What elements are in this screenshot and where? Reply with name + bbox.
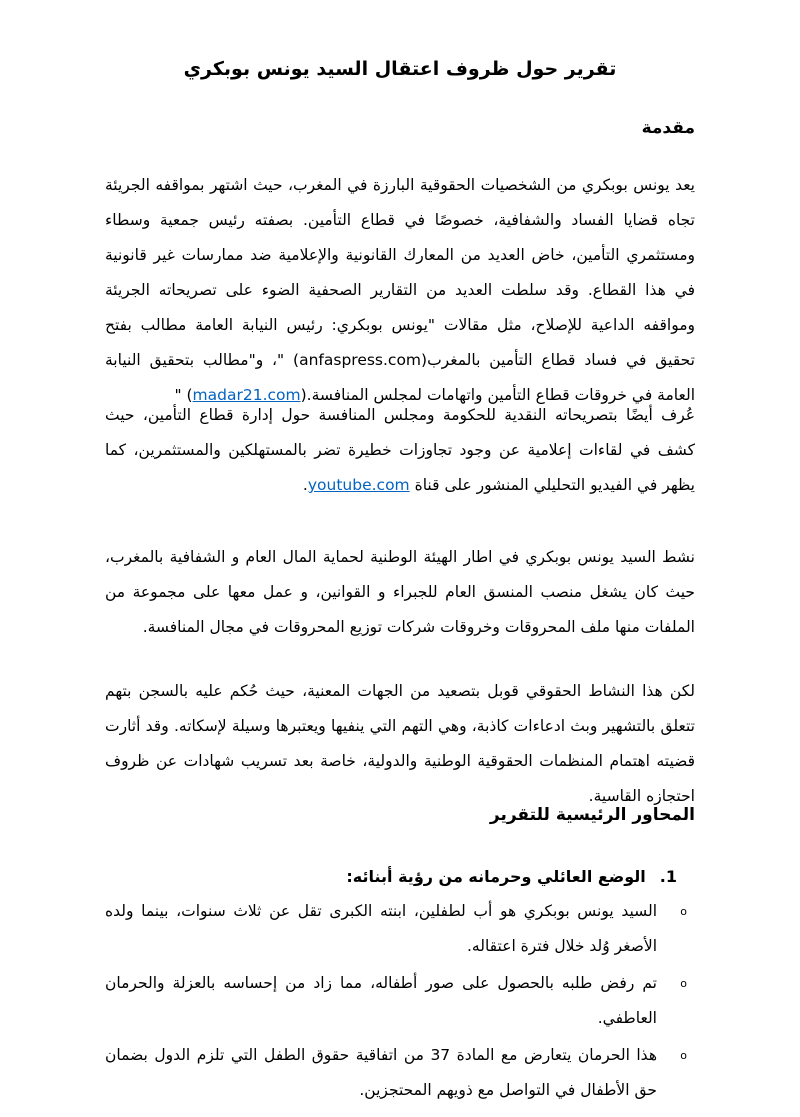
bullet-icon: o bbox=[680, 1049, 687, 1062]
youtube-link[interactable]: youtube.com bbox=[307, 476, 410, 494]
list-item-text: تم رفض طلبه بالحصول على صور أطفاله، مما زاد من إحساسه بالعزلة والحرمان العاطفي. bbox=[105, 974, 657, 1027]
madar21-link[interactable]: madar21.com bbox=[192, 386, 301, 404]
intro-heading: مقدمة bbox=[641, 118, 695, 138]
bullet-icon: o bbox=[680, 905, 687, 918]
section-1-heading bbox=[105, 860, 677, 894]
list-item bbox=[105, 966, 695, 1036]
list-item bbox=[105, 894, 695, 964]
intro-paragraph-4: لكن هذا النشاط الحقوقي قوبل بتصعيد من الجهات المعنية، حيث حُكم عليه بالسجن بتهم تتعلق بالتشهير وبث ادعاءات كاذبة، وهي التهم التي ينفيها ويعتبرها وسيلة لإسكاته. وقد أثارت قضيته اهتمام المنظمات الحقوقية الوطنية والدولية، خاصة بعد تسريب شهادات عن ظروف احتجازه القاسية. bbox=[105, 682, 695, 805]
intro-paragraph-3: نشط السيد يونس بوبكري في اطار الهيئة الوطنية لحماية المال العام و الشفافية بالمغرب، حيث كان يشغل منصب المنسق العام للجبراء و القوانين، و عمل معها على مجموعة من الملفات منها ملف المحروقات وخروقات شركات توزيع المحروقات في مجال المنافسة. bbox=[105, 548, 695, 636]
section-1-number: 1. bbox=[659, 867, 677, 886]
list-item-text: هذا الحرمان يتعارض مع المادة 37 من اتفاقية حقوق الطفل التي تلزم الدول بضمان حق الأطفال في التواصل مع ذويهم المحتجزين. bbox=[105, 1046, 657, 1099]
intro-paragraph-2-text: عُرف أيضًا بتصريحاته النقدية للحكومة ومجلس المنافسة حول إدارة قطاع التأمين، حيث كشف في لقاءات إعلامية عن وجود تجاوزات خطيرة تضر بالمستهلكين والمستثمرين، كما يظهر في الفيديو التحليلي المنشور على قناة bbox=[105, 406, 695, 494]
section-1 bbox=[105, 860, 695, 1110]
section-1-bullets bbox=[105, 894, 695, 1108]
intro-paragraph-2-tail: . bbox=[302, 476, 308, 494]
list-item bbox=[105, 1038, 695, 1108]
intro-paragraph-1 bbox=[105, 168, 695, 413]
intro-paragraph-1-tail: ) " bbox=[174, 386, 193, 404]
main-axes-heading: المحاور الرئيسية للتقرير bbox=[489, 805, 695, 825]
report-title: تقرير حول ظروف اعتقال السيد يونس بوبكري bbox=[183, 58, 617, 80]
list-item-text: السيد يونس بوبكري هو أب لطفلين، ابنته الكبرى تقل عن ثلاث سنوات، بينما ولده الأصغر وُلد خلال فترة اعتقاله. bbox=[105, 902, 657, 955]
bullet-icon: o bbox=[680, 977, 687, 990]
section-1-title: الوضع العائلي وحرمانه من رؤية أبنائه: bbox=[346, 867, 646, 886]
intro-paragraph-2 bbox=[105, 398, 695, 503]
intro-paragraph-1-text: يعد يونس بوبكري من الشخصيات الحقوقية البارزة في المغرب، حيث اشتهر بمواقفه الجريئة تجاه قضايا الفساد والشفافية، خصوصًا في قطاع التأمين. بصفته رئيس جمعية وسطاء ومستثمري التأمين، خاض العديد من المعارك القانونية والإعلامية ضد ممارسات غير قانونية في هذا القطاع. وقد سلطت العديد من التقارير الصحفية الضوء على تصريحاته الجريئة ومواقفه الداعية للإصلاح، مثل مقالات "يونس بوبكري: رئيس النيابة العامة مطالب بفتح تحقيق في فساد قطاع التأمين بالمغرب(anfaspress.com) "، و"مطالب بتحقيق النيابة العامة في خروقات قطاع التأمين واتهامات لمجلس المنافسة.( bbox=[105, 176, 695, 404]
